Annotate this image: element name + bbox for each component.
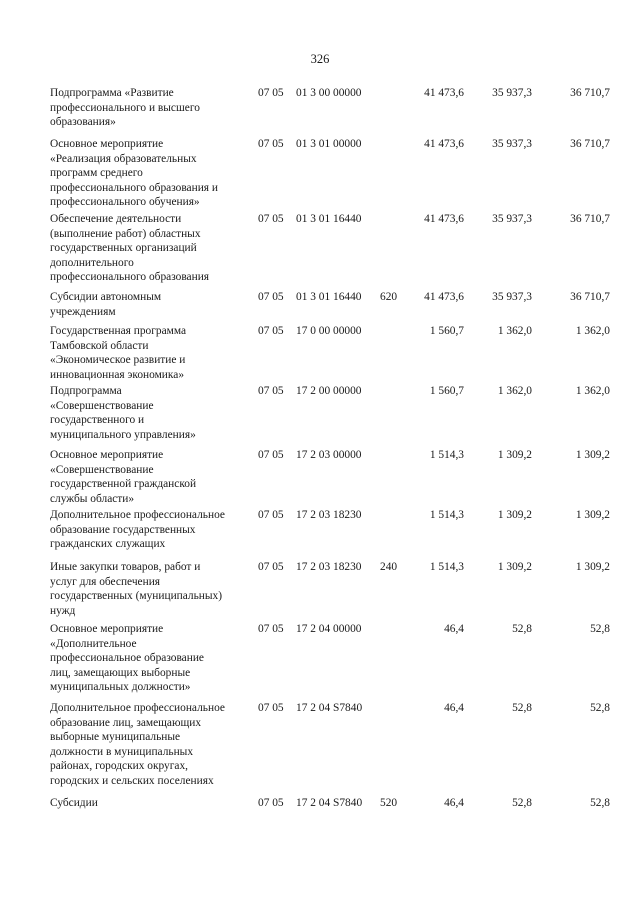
row-value-2: 35 937,3 bbox=[492, 291, 532, 303]
row-value-3: 52,8 bbox=[590, 623, 610, 635]
row-target-article: 01 3 01 00000 bbox=[296, 138, 362, 150]
row-value-3: 1 362,0 bbox=[575, 385, 610, 397]
row-value-3: 1 309,2 bbox=[575, 561, 610, 573]
table-row bbox=[50, 86, 612, 137]
row-name: Иные закупки товаров, работ и услуг для обеспечения государственных (муниципальных) нужд bbox=[50, 561, 223, 617]
row-value-2: 35 937,3 bbox=[492, 138, 532, 150]
row-value-2: 35 937,3 bbox=[492, 87, 532, 99]
row-value-1: 1 514,3 bbox=[429, 449, 464, 461]
row-target-article: 17 2 03 18230 bbox=[296, 561, 362, 573]
row-section-code: 07 05 bbox=[258, 385, 284, 397]
row-name: Государственная программа Тамбовской области «Экономическое развитие и инновационная экономика» bbox=[50, 325, 187, 381]
row-value-2: 1 309,2 bbox=[497, 509, 532, 521]
row-section-code: 07 05 bbox=[258, 561, 284, 573]
row-value-1: 41 473,6 bbox=[424, 213, 464, 225]
table-row bbox=[50, 212, 612, 290]
table-row bbox=[50, 448, 612, 508]
row-target-article: 01 3 01 16440 bbox=[296, 291, 362, 303]
row-section-code: 07 05 bbox=[258, 213, 284, 225]
row-value-2: 35 937,3 bbox=[492, 213, 532, 225]
row-name: Подпрограмма «Развитие профессионального и высшего образования» bbox=[50, 87, 200, 129]
row-value-3: 1 362,0 bbox=[575, 325, 610, 337]
row-target-article: 17 2 03 00000 bbox=[296, 449, 362, 461]
page-number: 326 bbox=[310, 52, 330, 66]
row-value-1: 1 560,7 bbox=[429, 385, 464, 397]
row-name: Основное мероприятие «Реализация образовательных программ среднего профессионального образования и профессионального обучения» bbox=[50, 138, 218, 209]
row-value-1: 46,4 bbox=[444, 702, 464, 714]
row-value-2: 52,8 bbox=[512, 623, 532, 635]
budget-table bbox=[50, 86, 612, 816]
table-row bbox=[50, 384, 612, 448]
row-value-3: 1 309,2 bbox=[575, 449, 610, 461]
row-section-code: 07 05 bbox=[258, 138, 284, 150]
row-value-2: 1 309,2 bbox=[497, 561, 532, 573]
row-section-code: 07 05 bbox=[258, 702, 284, 714]
row-value-1: 1 560,7 bbox=[429, 325, 464, 337]
row-target-article: 17 2 04 00000 bbox=[296, 623, 362, 635]
table-row bbox=[50, 560, 612, 622]
row-value-2: 52,8 bbox=[512, 797, 532, 809]
row-name: Дополнительное профессиональное образование лиц, замещающих выборные муниципальные должности в муниципальных районах, городских округах, городских и сельских поселениях bbox=[50, 702, 225, 787]
table-row bbox=[50, 701, 612, 796]
table-row bbox=[50, 290, 612, 324]
row-value-3: 36 710,7 bbox=[570, 87, 610, 99]
table-row bbox=[50, 137, 612, 212]
row-value-1: 46,4 bbox=[444, 797, 464, 809]
row-value-3: 52,8 bbox=[590, 797, 610, 809]
row-target-article: 17 2 00 00000 bbox=[296, 385, 362, 397]
row-name: Подпрограмма «Совершенствование государственного и муниципального управления» bbox=[50, 385, 196, 441]
row-value-2: 1 362,0 bbox=[497, 325, 532, 337]
row-target-article: 17 2 04 S7840 bbox=[296, 797, 363, 809]
row-value-1: 41 473,6 bbox=[424, 138, 464, 150]
row-value-2: 1 362,0 bbox=[497, 385, 532, 397]
row-target-article: 01 3 00 00000 bbox=[296, 87, 362, 99]
row-value-3: 36 710,7 bbox=[570, 291, 610, 303]
row-target-article: 17 2 03 18230 bbox=[296, 509, 362, 521]
row-expense-type: 620 bbox=[380, 291, 398, 303]
row-name: Основное мероприятие «Дополнительное профессиональное образование лиц, замещающих выборные муниципальных должности» bbox=[50, 623, 204, 694]
row-value-3: 1 309,2 bbox=[575, 509, 610, 521]
table-row bbox=[50, 622, 612, 701]
row-value-1: 41 473,6 bbox=[424, 291, 464, 303]
row-name: Обеспечение деятельности (выполнение работ) областных государственных организаций дополнительного профессионального образования bbox=[50, 213, 210, 284]
row-value-3: 52,8 bbox=[590, 702, 610, 714]
row-section-code: 07 05 bbox=[258, 325, 284, 337]
row-name: Дополнительное профессиональное образование государственных гражданских служащих bbox=[50, 509, 225, 551]
row-expense-type: 240 bbox=[380, 561, 398, 573]
table-row bbox=[50, 796, 612, 816]
row-name: Основное мероприятие «Совершенствование государственной гражданской службы области» bbox=[50, 449, 197, 505]
row-value-2: 1 309,2 bbox=[497, 449, 532, 461]
row-value-1: 1 514,3 bbox=[429, 509, 464, 521]
row-section-code: 07 05 bbox=[258, 87, 284, 99]
row-target-article: 17 0 00 00000 bbox=[296, 325, 362, 337]
row-expense-type: 520 bbox=[380, 797, 398, 809]
row-value-3: 36 710,7 bbox=[570, 138, 610, 150]
row-section-code: 07 05 bbox=[258, 623, 284, 635]
table-row bbox=[50, 324, 612, 384]
row-value-2: 52,8 bbox=[512, 702, 532, 714]
row-section-code: 07 05 bbox=[258, 449, 284, 461]
row-section-code: 07 05 bbox=[258, 291, 284, 303]
row-value-1: 1 514,3 bbox=[429, 561, 464, 573]
row-name: Субсидии автономным учреждениям bbox=[50, 291, 162, 318]
row-value-1: 46,4 bbox=[444, 623, 464, 635]
table-row bbox=[50, 508, 612, 560]
row-target-article: 17 2 04 S7840 bbox=[296, 702, 363, 714]
row-value-3: 36 710,7 bbox=[570, 213, 610, 225]
row-section-code: 07 05 bbox=[258, 509, 284, 521]
row-value-1: 41 473,6 bbox=[424, 87, 464, 99]
row-section-code: 07 05 bbox=[258, 797, 284, 809]
row-name: Субсидии bbox=[50, 797, 98, 809]
row-target-article: 01 3 01 16440 bbox=[296, 213, 362, 225]
